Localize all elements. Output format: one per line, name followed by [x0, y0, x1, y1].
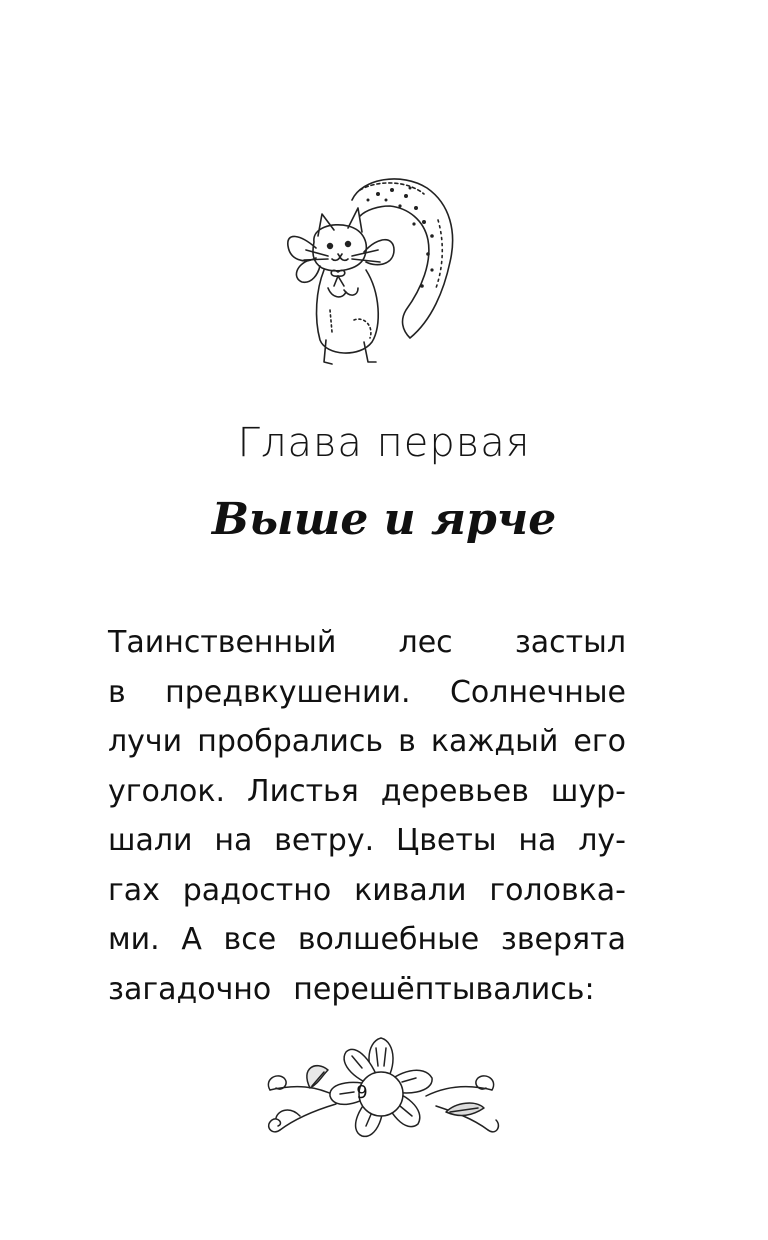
word: лу-	[578, 823, 626, 858]
word: шур-	[550, 773, 626, 809]
word: зверята	[500, 922, 626, 957]
word: Цветы	[395, 823, 497, 858]
word: радостно	[182, 872, 332, 908]
text-line	[108, 668, 626, 718]
text-line	[108, 816, 626, 866]
body-text	[108, 618, 626, 1014]
chapter-label: Глава первая	[237, 420, 531, 466]
page-number: 9	[356, 1082, 368, 1103]
word: перешёптывались:	[293, 971, 595, 1007]
word: все	[223, 922, 277, 957]
fairy-squirrel-illustration	[282, 170, 462, 380]
chapter-title: Выше и ярче	[211, 494, 557, 545]
text-line	[108, 915, 626, 965]
word: пробрались	[197, 724, 384, 759]
word: Листья	[247, 773, 359, 809]
text-line	[108, 717, 626, 767]
word: уголок.	[108, 773, 226, 809]
word: его	[573, 724, 626, 759]
word: волшебные	[297, 922, 480, 957]
text-line	[108, 767, 626, 817]
word: Таинственный	[108, 625, 337, 660]
word: Солнечные	[449, 674, 626, 710]
word: ветру.	[274, 823, 375, 858]
word: А	[181, 922, 202, 957]
word: загадочно	[108, 971, 272, 1007]
word: головка-	[489, 872, 626, 908]
word: в	[108, 674, 126, 710]
text-line	[108, 618, 626, 668]
word: шали	[108, 823, 193, 858]
word: кивали	[354, 872, 467, 908]
word: каждый	[430, 724, 559, 759]
word: на	[214, 823, 253, 858]
word: деревьев	[380, 773, 529, 809]
text-line	[108, 866, 626, 916]
word: ми.	[108, 922, 160, 957]
word: в	[398, 724, 416, 759]
text-line	[108, 965, 626, 1015]
word: на	[518, 823, 557, 858]
word: гах	[108, 872, 160, 908]
word: лес	[398, 625, 453, 660]
word: застыл	[514, 625, 626, 660]
word: лучи	[108, 724, 183, 759]
word: предвкушении.	[165, 674, 411, 710]
